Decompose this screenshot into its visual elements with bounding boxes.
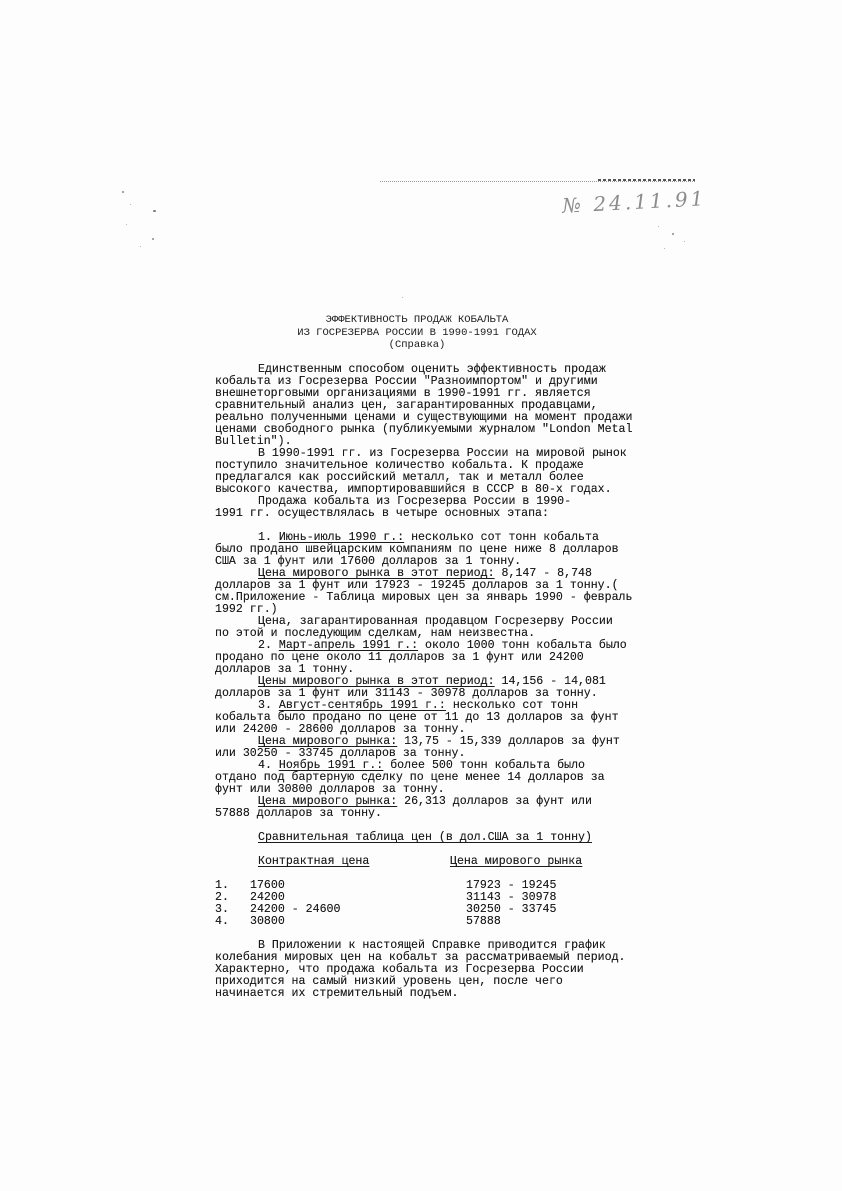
text-line: долларов за 1 фунт или 31143 - 30978 долларов за тонну.	[215, 687, 598, 700]
row-number: 2.	[215, 891, 229, 904]
scan-artifact-speck	[130, 204, 131, 205]
scan-artifact-speck	[672, 233, 674, 235]
stage-text: около 1000 тонн кобальта было	[424, 639, 627, 652]
market-price-label: Цена мирового рынка в этот период:	[258, 567, 495, 580]
text-line: Характерно, что продажа кобальта из Госрезерва России	[215, 963, 584, 976]
text-line: внешнеторговыми организациями в 1990-1991 гг. является	[215, 387, 591, 400]
scan-artifact-line	[380, 181, 695, 182]
table-header-row	[215, 856, 665, 868]
text-line: реально полученными ценами и существующими на момент продажи	[215, 411, 633, 424]
contract-price: 24200 - 24600	[250, 903, 341, 916]
text-line: Единственным способом оценить эффективность продаж	[258, 363, 606, 376]
intro-paragraph-2	[215, 448, 665, 496]
stage-number: 3.	[258, 699, 272, 712]
stage-period: Август-сентябрь 1991 г.:	[278, 699, 446, 712]
text-line: 1991 гг. осуществлялась в четыре основных этапа:	[215, 507, 549, 520]
row-number: 1.	[215, 879, 229, 892]
stage-3	[215, 700, 665, 760]
document-title	[215, 314, 619, 352]
market-price-label: Цена мирового рынка:	[258, 795, 398, 808]
scan-artifact-speck	[140, 246, 141, 247]
stage-text: несколько сот тонн	[452, 699, 579, 712]
text-line: начинается их стремительный подъем.	[215, 987, 459, 1000]
scan-artifact-speck	[152, 238, 154, 240]
market-price-value: 8,147 - 8,748	[501, 567, 592, 580]
column-header-market: Цена мирового рынка	[450, 855, 583, 868]
stage-number: 4.	[258, 759, 272, 772]
stage-period: Ноябрь 1991 г.:	[278, 759, 384, 772]
market-price-value: 13,75 - 15,339 долларов за фунт	[404, 735, 620, 748]
text-line: долларов за 1 фунт или 17923 - 19245 долларов за 1 тонну.(	[215, 579, 619, 592]
market-price: 31143 - 30978	[466, 891, 557, 904]
contract-price: 24200	[250, 891, 285, 904]
text-line: отдано под бартерную сделку по цене менее 14 долларов за	[215, 771, 605, 784]
text-line: В 1990-1991 гг. из Госрезерва России на мировой рынок	[258, 447, 627, 460]
table-row	[215, 916, 665, 928]
text-line: продано по цене около 11 долларов за 1 фунт или 24200	[215, 651, 584, 664]
text-line: долларов за 1 тонну.	[215, 663, 355, 676]
text-line: было продано швейцарским компаниям по цене ниже 8 долларов	[215, 543, 619, 556]
market-price: 57888	[466, 915, 501, 928]
text-line: колебания мировых цен на кобальт за рассматриваемый период.	[215, 951, 626, 964]
text-line: приходится на самый низкий уровень цен, после чего	[215, 975, 563, 988]
stage-text: более 500 тонн кобальта было	[390, 759, 586, 772]
intro-paragraph-1	[215, 364, 665, 448]
stage-period: Июнь-июль 1990 г.:	[278, 531, 405, 544]
market-price-value: 14,156 - 14,081	[501, 675, 606, 688]
text-line: США за 1 фунт или 17600 долларов за 1 тонну.	[215, 555, 522, 568]
scan-artifact-speck	[658, 226, 659, 227]
text-line: 1992 гг.)	[215, 603, 278, 616]
stage-1	[215, 532, 665, 640]
text-line: по этой и последующим сделкам, нам неизвестна.	[215, 627, 536, 640]
market-price: 17923 - 19245	[466, 879, 557, 892]
text-line: Цена, загарантированная продавцом Госрезерву России	[258, 615, 613, 628]
contract-price: 30800	[250, 915, 285, 928]
text-line: или 30250 - 33745 долларов за тонну.	[215, 747, 466, 760]
text-line: ценами свободного рынка (публикуемыми журналом "London Metal	[215, 423, 633, 436]
handwritten-note: № 24.11.91	[561, 186, 707, 218]
market-price-value: 26,313 долларов за фунт или	[404, 795, 592, 808]
table-caption	[215, 832, 665, 844]
scan-artifact-speck	[122, 191, 124, 193]
scan-artifact-speck	[126, 224, 127, 225]
column-header-contract: Контрактная цена	[258, 855, 370, 868]
text-line: Продажа кобальта из Госрезерва России в 1990-	[258, 495, 572, 508]
text-line: 57888 долларов за тонну.	[215, 807, 382, 820]
market-price-label: Цена мирового рынка:	[258, 735, 398, 748]
row-number: 4.	[215, 915, 229, 928]
comparison-table	[215, 832, 665, 928]
conclusion-paragraph	[215, 940, 665, 1000]
text-line: см.Приложение - Таблица мировых цен за январь 1990 - февраль	[215, 591, 633, 604]
title-line-1: ЭФФЕКТИВНОСТЬ ПРОДАЖ КОБАЛЬТА	[325, 314, 509, 326]
stage-text: несколько сот тонн кобальта	[411, 531, 599, 544]
scan-artifact-speck	[664, 248, 665, 249]
text-line: или 24200 - 28600 долларов за тонну.	[215, 723, 466, 736]
text-line: поступило значительное количество кобальта. К продаже	[215, 459, 584, 472]
stage-number: 1.	[258, 531, 272, 544]
title-line-3: (Справка)	[388, 339, 446, 351]
text-line: В Приложении к настоящей Справке приводится график	[258, 939, 606, 952]
text-line: сравнительный анализ цен, загарантированных продавцами,	[215, 399, 598, 412]
market-price: 30250 - 33745	[466, 903, 557, 916]
text-line: высокого качества, импортировавшийся в СССР в 80-х годах.	[215, 483, 612, 496]
text-line: кобальта было продано по цене от 11 до 13 долларов за фунт	[215, 711, 619, 724]
text-line: Bulletin").	[215, 435, 292, 448]
contract-price: 17600	[250, 879, 285, 892]
stage-number: 2.	[258, 639, 272, 652]
text-line: предлагался как российский металл, так и металл более	[215, 471, 584, 484]
market-price-label: Цены мирового рынка в этот период:	[258, 675, 495, 688]
scan-artifact-line-dark	[598, 179, 695, 181]
scan-artifact-speck	[153, 210, 156, 212]
stage-2	[215, 640, 665, 700]
text-line: кобальта из Госрезерва России "Разноимпортом" и другими	[215, 375, 598, 388]
document-body	[215, 364, 665, 1000]
scan-artifact-speck	[402, 297, 403, 298]
text-line: фунт или 30800 долларов за тонну.	[215, 783, 445, 796]
row-number: 3.	[215, 903, 229, 916]
stage-period: Март-апрель 1991 г.:	[278, 639, 419, 652]
stage-4	[215, 760, 665, 820]
table-caption-text: Сравнительная таблица цен (в дол.США за 1 тонну)	[258, 831, 592, 844]
scan-artifact-speck	[684, 241, 685, 242]
intro-paragraph-3	[215, 496, 665, 520]
title-line-2: ИЗ ГОСРЕЗЕРВА РОССИИ В 1990-1991 ГОДАХ	[297, 326, 537, 339]
